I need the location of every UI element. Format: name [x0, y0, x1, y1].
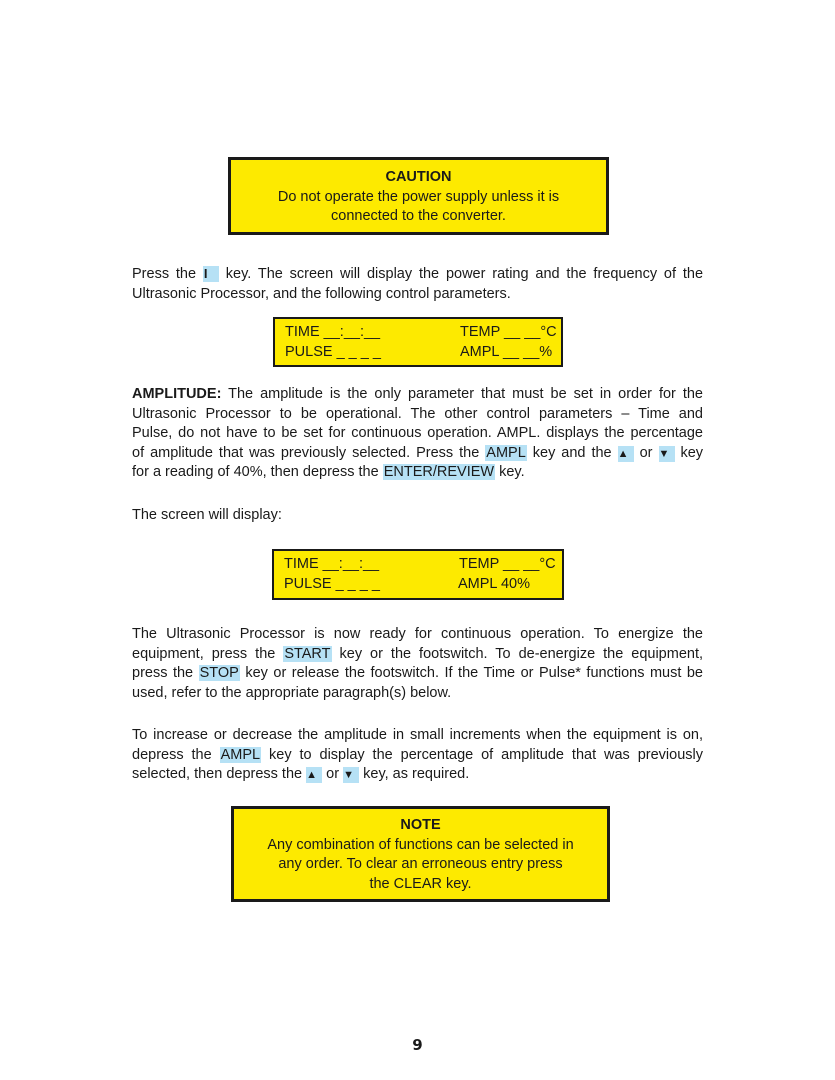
lcd-temp: TEMP __ __°C: [460, 324, 557, 340]
screen-display-text: The screen will display:: [132, 507, 282, 523]
note-title: NOTE: [400, 817, 441, 833]
continuous-line-2: equipment, press the START key or the footswitch. To de-energize the equipment,: [132, 645, 704, 662]
amplitude-paragraph: [132, 385, 703, 483]
continuous-operation-paragraph: [132, 625, 703, 703]
amplitude-line-5: for a reading of 40%, then depress the ENTER/REVIEW key.: [132, 464, 525, 480]
stop-key: STOP: [199, 665, 239, 681]
lcd-display-initial: [273, 317, 563, 367]
intro-paragraph: [132, 265, 703, 304]
lcd-pulse: PULSE _ _ _ _: [284, 576, 380, 592]
continuous-line-4: used, refer to the appropriate paragraph(s) below.: [132, 684, 452, 701]
intro-line-1: Press the I key. The screen will display the power rating and the frequency of the: [132, 266, 704, 282]
amplitude-line-4: of amplitude that was previously selected. Press the AMPL key and the ▲ or ▼ key: [132, 444, 704, 461]
increment-paragraph: [132, 726, 703, 785]
caution-line-1: Do not operate the power supply unless it is: [277, 188, 560, 205]
lcd-temp: TEMP __ __°C: [459, 556, 556, 572]
amplitude-line-3: Pulse, do not have to be set for continuous operation. AMPL. displays the percentage: [132, 425, 703, 441]
caution-box: [228, 157, 609, 235]
lcd-time: TIME __:__:__: [285, 324, 381, 340]
amplitude-label: AMPLITUDE:: [132, 386, 222, 402]
note-line-1: Any combination of functions can be selected in: [267, 836, 574, 853]
continuous-line-3: press the STOP key or release the footswitch. If the Time or Pulse* functions must be: [132, 665, 703, 681]
up-arrow-icon: ▲: [618, 446, 634, 462]
continuous-line-1: The Ultrasonic Processor is now ready for continuous operation. To energize the: [132, 626, 703, 642]
note-line-3: the CLEAR key.: [369, 875, 472, 892]
note-box: [231, 806, 610, 902]
lcd-ampl: AMPL __ __%: [460, 344, 553, 360]
increment-line-1: To increase or decrease the amplitude in small increments when the equipment is on,: [132, 727, 703, 743]
lcd-display-40-percent: [272, 549, 564, 600]
lcd-pulse: PULSE _ _ _ _: [285, 344, 381, 360]
amplitude-line-1: AMPLITUDE: The amplitude is the only parameter that must be set in order for the: [132, 386, 703, 402]
enter-review-key: ENTER/REVIEW: [383, 464, 495, 480]
page-number: 9: [412, 1036, 423, 1054]
start-key: START: [284, 645, 331, 662]
caution-title: CAUTION: [385, 169, 452, 185]
increment-line-2: depress the AMPL key to display the percentage of amplitude that was previously: [132, 746, 703, 763]
lcd-ampl: AMPL 40%: [458, 576, 530, 592]
lcd-time: TIME __:__:__: [284, 556, 380, 572]
up-arrow-icon: ▲: [306, 767, 322, 783]
increment-line-3: selected, then depress the ▲ or ▼ key, as required.: [132, 766, 470, 782]
ampl-key: AMPL: [220, 746, 261, 763]
caution-line-2: connected to the converter.: [331, 208, 506, 224]
intro-line-2: Ultrasonic Processor, and the following control parameters.: [132, 285, 511, 302]
i-key: I: [203, 266, 219, 282]
note-line-2: any order. To clear an erroneous entry press: [278, 856, 563, 872]
ampl-key: AMPL: [486, 444, 526, 461]
amplitude-line-2: Ultrasonic Processor to be operational. The other control parameters – Time and: [132, 405, 703, 422]
down-arrow-icon: ▼: [659, 446, 675, 462]
down-arrow-icon: ▼: [343, 767, 359, 783]
